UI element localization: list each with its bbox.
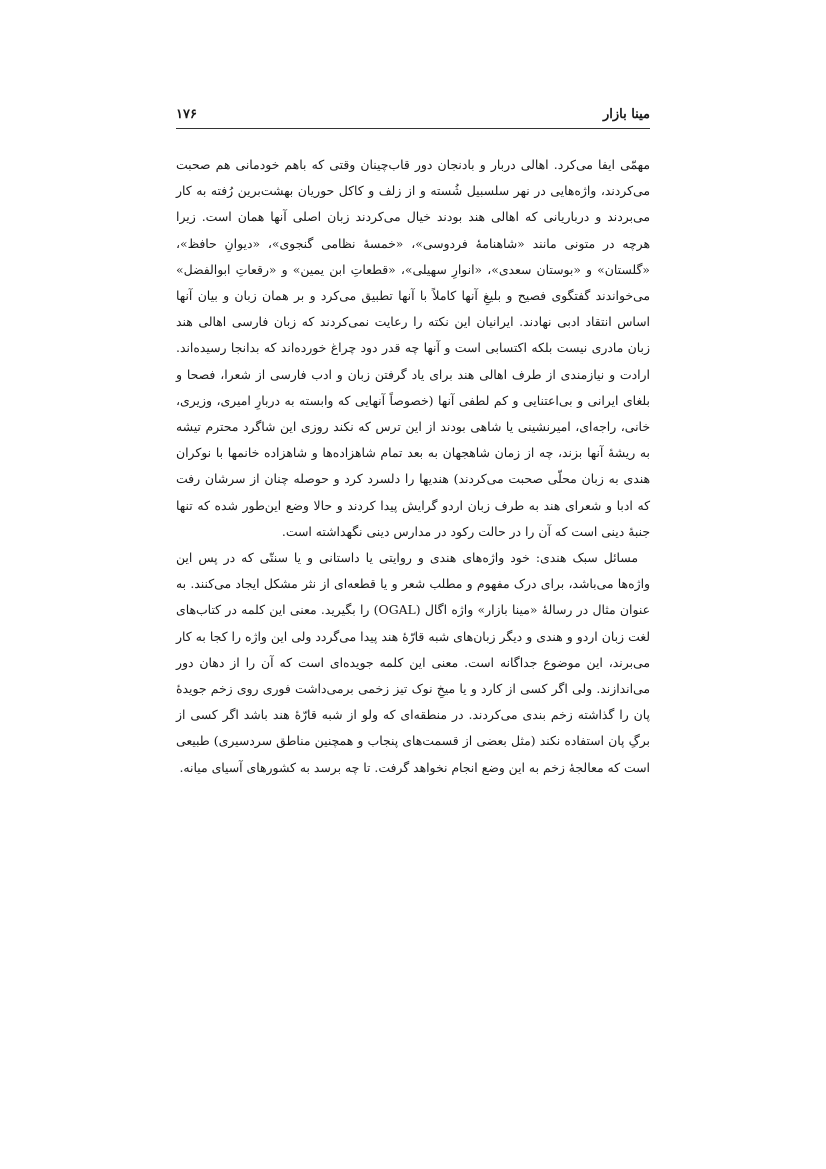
running-head (176, 104, 650, 126)
running-head-title: مینا بازار (602, 107, 650, 122)
page-number: ۱۷۶ (176, 107, 197, 122)
paragraph-1: مهمّی ایفا می‌کرد. اهالی دربار و بادنجان دور قاب‌چینان وقتی که باهم خودمانی هم صحبت می‌کردند، واژه‌هایی در نهر سلسبیل شُسته و از زلف و کاکل حوریان بهشت‌برین رُفته به کار می‌بردند و درباریانی که اهالی هند بودند خیال می‌کردند زبان اصلی آنها همان است. زیرا هرچه در متونی مانند «شاهنامهٔ فردوسی»، «خمسهٔ نظامی گنجوی»، «دیوانِ حافظ»، «گلستان» و «بوستان سعدی»، «انوارِ سهیلی»، «قطعاتِ ابن یمین» و «رقعاتِ ابوالفضل» می‌خواندند گفتگوی فصیح و بلیغِ آنها کاملاً با آنها تطبیق می‌کرد و بر همان زبان و بیان آنها اساس انتقاد ادبی نهادند. ایرانیان این نکته را رعایت نمی‌کردند که زبان فارسی اهالی هند زبان مادری نیست بلکه اکتسابی است و آنها چه قدر دود چراغ خورده‌اند که بدانجا رسیده‌اند. ارادت و نیازمندی از طرف اهالی هند برای یاد گرفتن زبان و ادب فارسی از شعرا، فصحا و بلغای ایرانی و بی‌اعتنایی و کم لطفی آنها (خصوصاً آنهایی که وابسته به دربارِ امیری، وزیری، خانی، راجه‌ای، امیرنشینی یا شاهی بودند از این ترس که نکند روزی این شاگرد محترم تیشه به ریشهٔ آنها بزند، چه از زمان شاهجهان به بعد تمام شاهزاده‌ها و شاهزاده خانمها با نوکران هندی به زبان محلّی صحبت می‌کردند) هندیها را دلسرد کرد و حوصله چنان از سرشان رفت که ادبا و شعرای هند به طرف زبان اردو گرایش پیدا کردند و حالا وضع این‌طور شده که تنها جنبهٔ دینی است که آن را در حالت رکود در مدارس دینی نگهداشته است. (176, 157, 650, 539)
header-rule (176, 128, 650, 129)
paragraph-2: مسائل سبک هندی: خود واژه‌های هندی و روایتی یا داستانی و یا سنتّی که در پس این واژه‌ها می‌باشد، برای درک مفهوم و مطلب شعر و یا قطعه‌ای از نثر مشکل ایجاد می‌کنند. به عنوان مثال در رسالهٔ «مینا بازار» واژه اگال (OGAL) را بگیرید. معنی این کلمه در کتاب‌های لغت زبان اردو و هندی و دیگر زبان‌های شبه قارّهٔ هند پیدا می‌گردد ولی این واژه را کجا به کار می‌برند، این موضوع جداگانه است. معنی این کلمه جویده‌ای است که آن را از دهان دور می‌اندازند. ولی اگر کسی از کارد و یا میخِ نوک تیز زخمی برمی‌داشت فوری روی زخم جویدهٔ پان را گذاشته زخم بندی می‌کردند. در منطقه‌ای که ولو از شبه قارّهٔ هند باشد اگر کسی از برگِ پان استفاده نکند (مثل بعضی از قسمت‌های پنجاب و همچنین مناطق سردسیری) طبیعی است که معالجهٔ زخم به این وضع انجام نخواهد گرفت. تا چه برسد به کشورهای آسیای میانه. (176, 550, 650, 775)
body-text (176, 152, 650, 781)
